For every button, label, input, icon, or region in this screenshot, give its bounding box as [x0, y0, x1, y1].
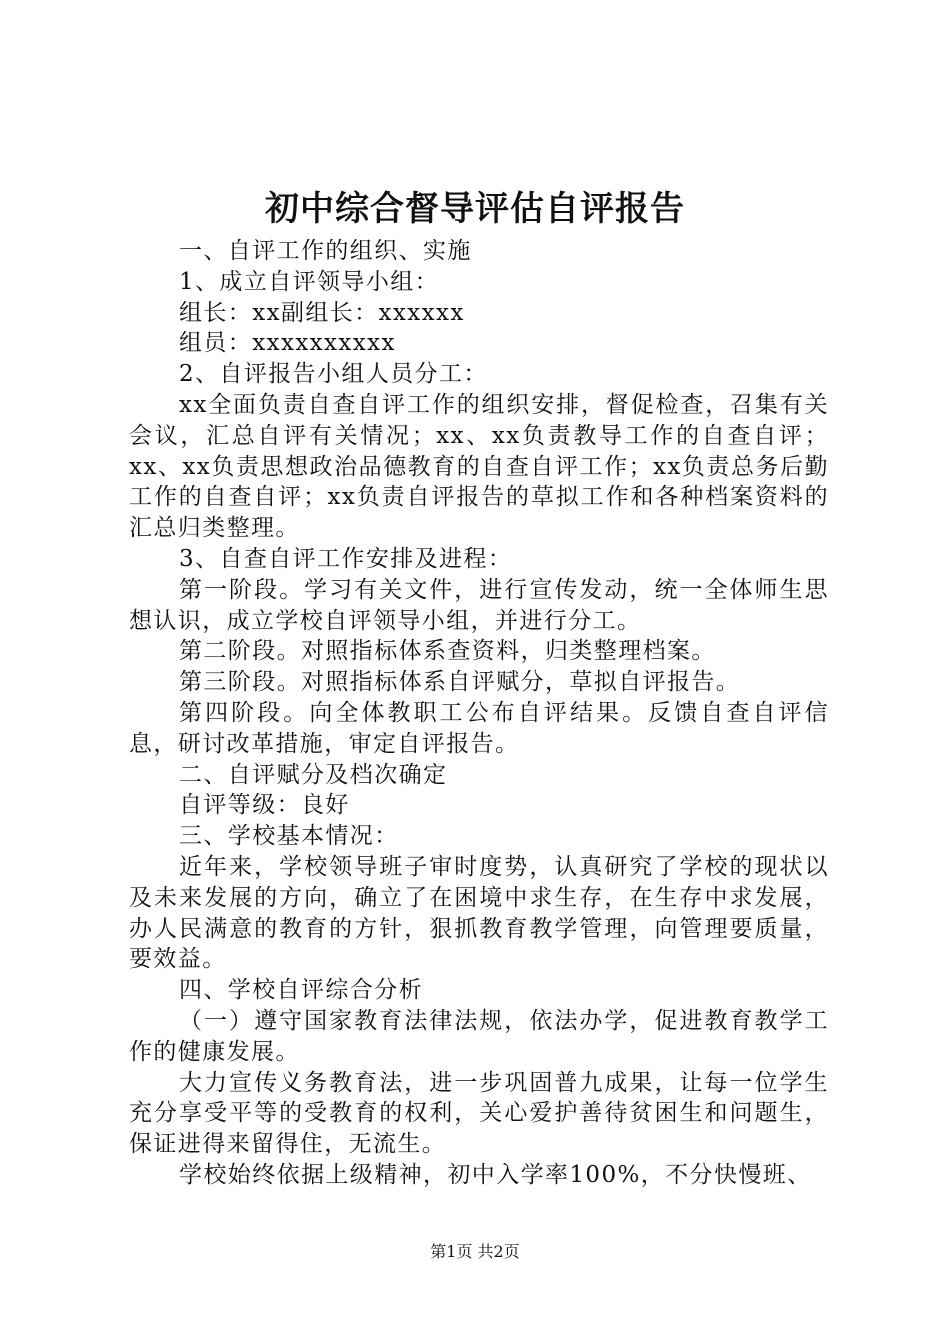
document-body	[129, 236, 829, 1191]
paragraph-stage-1: 第一阶段。学习有关文件，进行宣传发动，统一全体师生思想认识，成立学校自评领导小组，并进行分工。	[129, 576, 829, 634]
document-title: 初中综合督导评估自评报告	[265, 189, 685, 229]
paragraph-heading-1: 一、自评工作的组织、实施	[179, 238, 472, 264]
paragraph-stage-3: 第三阶段。对照指标体系自评赋分，草拟自评报告。	[179, 669, 741, 696]
paragraph-division-of-work: xx全面负责自查自评工作的组织安排，督促检查，召集有关会议，汇总自评有关情况；xx、xx负责教导工作的自查自评；xx、xx负责思想政治品德教育的自查自评工作；xx负责总务后勤工作的自查自评；xx负责自评报告的草拟工作和各种档案资料的汇总归类整理。	[129, 391, 829, 542]
paragraph-compulsory-education: 大力宣传义务教育法，进一步巩固普九成果，让每一位学生充分享受平等的受教育的权利，关心爱护善待贫困生和问题生，保证进得来留得住，无流生。	[129, 1069, 829, 1158]
paragraph-enrollment: 学校始终依据上级精神，初中入学率100%，不分快慢班、	[179, 1161, 812, 1188]
paragraph-subheading-3: 3、自查自评工作安排及进程：	[179, 545, 513, 572]
paragraph-members: 组员：xxxxxxxxxx	[179, 330, 396, 357]
page-footer: 第1页 共2页	[430, 1242, 520, 1261]
paragraph-section-1: （一）遵守国家教育法律法规，依法办学，促进教育教学工作的健康发展。	[129, 1007, 829, 1065]
paragraph-stage-4: 第四阶段。向全体教职工公布自评结果。反馈自查自评信息，研讨改革措施，审定自评报告。	[129, 699, 829, 757]
paragraph-stage-2: 第二阶段。对照指标体系查资料，归类整理档案。	[179, 638, 716, 665]
paragraph-subheading-2: 2、自评报告小组人员分工：	[179, 361, 488, 388]
paragraph-leader: 组长：xx副组长：xxxxxx	[179, 299, 465, 326]
paragraph-school-situation: 近年来，学校领导班子审时度势，认真研究了学校的现状以及未来发展的方向，确立了在困境中求生存，在生存中求发展，办人民满意的教育的方针，狠抓教育教学管理，向管理要质量，要效益。	[129, 853, 829, 973]
paragraph-rating: 自评等级：良好	[179, 792, 350, 819]
paragraph-subheading-1: 1、成立自评领导小组：	[179, 268, 440, 295]
paragraph-heading-3: 三、学校基本情况：	[179, 823, 399, 850]
paragraph-heading-2: 二、自评赋分及档次确定	[179, 761, 448, 788]
paragraph-heading-4: 四、学校自评综合分析	[179, 977, 423, 1004]
